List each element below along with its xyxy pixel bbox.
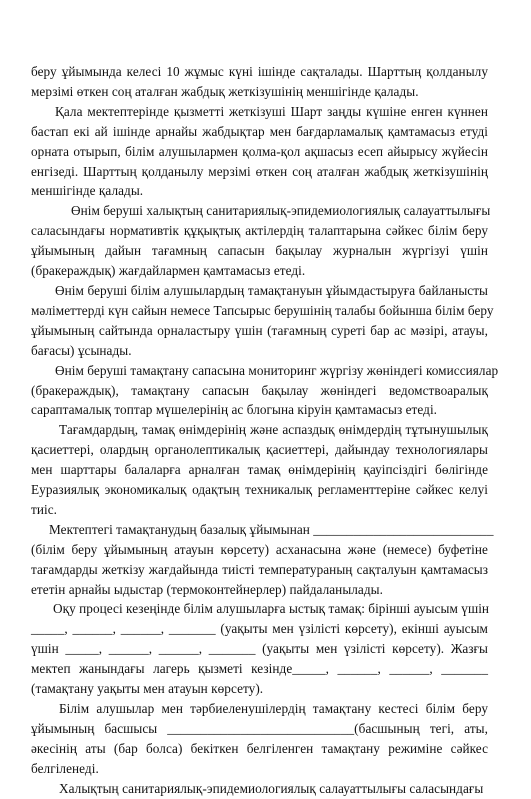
text-line: Оқу процесі кезеңінде білім алушыларға ыстық тамақ: бірінші ауысым үшін [53, 601, 490, 617]
paragraph [31, 420, 488, 520]
text-line: Халықтың санитариялық-эпидемиологиялық салауаттылығы саласындағы [59, 780, 484, 796]
text-line: әкесінің аты (бар болса) бекіткен белгіленген тамақтану режиміне сәйкес [31, 740, 488, 756]
text-line: ұйымының басшысы ____________________________(басшының тегі, аты, [31, 720, 488, 736]
text-line: беру ұйымында келесі 10 жұмыс күні ішінде сақталады. Шарттың қолданылу [31, 64, 488, 79]
text-line: қасиеттері, олардың органолептикалық қасиеттері, дайындау технологиялары [31, 442, 488, 458]
text-line: Еуразиялық экономикалық одақтың техникалық регламенттеріне сәйкес келуі [31, 482, 488, 498]
text-line: ұйымының дайын тағамның сапасын бақылау журналын жүргізуі үшін [31, 243, 488, 259]
paragraph [31, 779, 488, 799]
text-line: (бракераждық), тамақтану сапасын бақылау жөніндегі ведомствоаралық [31, 382, 488, 398]
text-line: сараптамалық топтар мүшелерінің ас блогына кіруін қамтамасыз етеді. [31, 402, 438, 418]
paragraph [31, 62, 488, 102]
text-line: бастап екі ай ішінде арнайы жабдықтар мен бағдарламалық қамтамасыз етуді [31, 123, 488, 139]
text-line: Тағамдардың, тамақ өнімдерінің және аспаздық өнімдердің тұтынушылық [59, 422, 488, 438]
text-line: енгізеді. Шарттың қолданылу мерзімі өткен соң аталған жабдық жеткізушінің [31, 163, 488, 179]
document-body [31, 62, 499, 799]
text-line: меншігінде қалады. [31, 183, 144, 199]
text-line: мәліметтерді күн сайын немесе Тапсырыс берушінің талабы бойынша білім беру [31, 302, 494, 318]
text-line: Өнім беруші білім алушылардың тамақтануын ұйымдастыруға байланысты [55, 282, 488, 298]
text-line: Мектептегі тамақтанудың базалық ұйымынан ___________________________ [49, 521, 494, 537]
text-line: ететін арнайы ыдыстар (термоконтейнерлер) пайдаланылады. [31, 581, 383, 597]
text-line: (тамақтану уақыты мен атауын көрсету). [31, 681, 264, 697]
paragraph [31, 599, 488, 699]
text-line: Өнім беруші тамақтану сапасына мониторинг жүргізу жөніндегі комиссиялар [55, 362, 499, 378]
text-line: мектеп жанындағы лагерь қызметі кезінде_____, ______, ______, _______ [31, 661, 488, 677]
text-line: бағасы) ұсынады. [31, 342, 132, 358]
paragraph [31, 361, 499, 421]
text-line: (білім беру ұйымының атауын көрсету) асханасына және (немесе) буфетіне [31, 541, 488, 557]
text-line: Өнім беруші халықтың санитариялық-эпидемиологиялық салауаттылығы [71, 203, 491, 219]
text-line: тиіс. [31, 501, 58, 517]
text-line: үшін _____, ______, ______, _______ (уақыты мен үзілісті көрсету). Жазғы [31, 641, 488, 657]
paragraph [31, 201, 491, 281]
text-line: мерзімі өткен соң аталған жабдық жеткізушінің меншігінде қалады. [31, 83, 419, 99]
paragraph [31, 102, 488, 202]
text-line: ұйымының сайтында орналастыру үшін (тағамның суреті бар ас мәзірі, атауы, [31, 322, 488, 338]
text-line: _____, ______, ______, _______ (уақыты мен үзілісті көрсету), екінші ауысым [31, 621, 488, 637]
text-line: мен шарттары балаларға арналған тамақ өнімдерінің қауіпсіздігі бөлігінде [31, 462, 488, 478]
text-line: тағамдарды жеткізу жағдайында тиісті температураның сақталуын қамтамасыз [31, 561, 488, 577]
paragraph [31, 520, 494, 600]
text-line: Білім алушылар мен тәрбиеленушілердің тамақтану кестесі білім беру [59, 701, 488, 716]
text-line: орната отырып, білім алушылармен қолма-қол ақшасыз есеп айырысу жүйесін [31, 143, 488, 159]
text-line: саласындағы нормативтік құқықтық актілердің талаптарына сәйкес білім беру [31, 223, 488, 239]
paragraph [31, 699, 488, 779]
text-line: белгіленеді. [31, 760, 99, 776]
text-line: Қала мектептерінде қызметті жеткізуші Шарт заңды күшіне енген күннен [55, 103, 488, 119]
paragraph [31, 281, 494, 361]
text-line: (бракераждық) жағдайлармен қамтамасыз етеді. [31, 263, 306, 279]
